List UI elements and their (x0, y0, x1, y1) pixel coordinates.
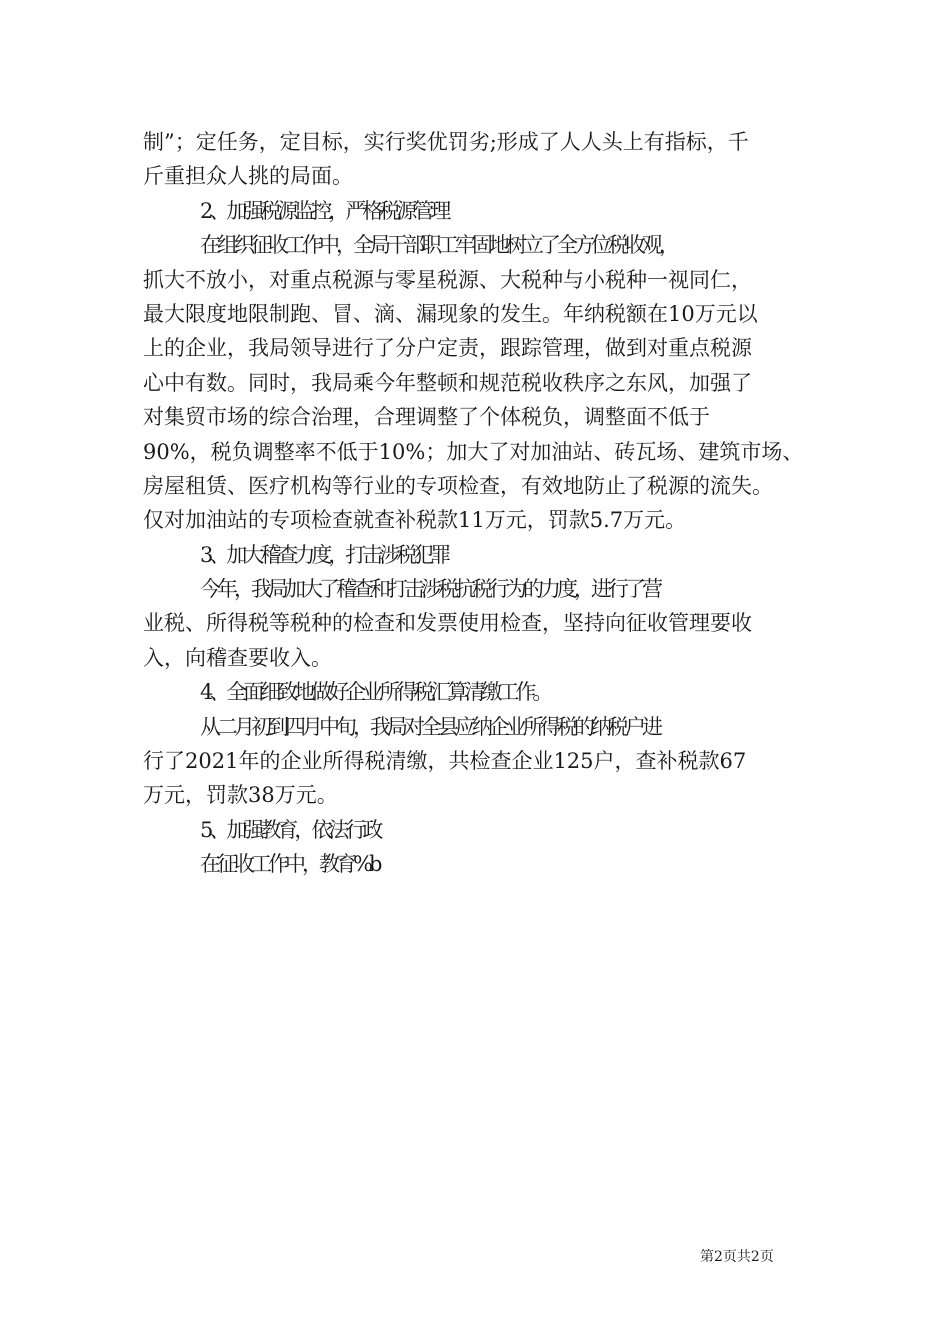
body-line-20: 万元，罚款38万元。 (143, 783, 338, 808)
body-line-16: 入，向稽查要收入。 (143, 645, 332, 670)
body-line-6: 最大限度地限制跑、冒、滴、漏现象的发生。年纳税额在10万元以 (143, 301, 758, 326)
body-line-18: 从二月初到四月中旬，我局对全县应纳企业所得税的纳税户进 (200, 714, 659, 739)
body-line-1: 制”；定任务，定目标，实行奖优罚劣;形成了人人头上有指标，千 (143, 130, 749, 154)
body-line-8: 心中有数。同时，我局乘今年整顿和规范税收秩序之东风，加强了 (143, 370, 752, 395)
document-body (143, 125, 829, 882)
page-number-footer: 第2页共2页 (700, 1249, 774, 1265)
body-line-11: 房屋租赁、医疗机构等行业的专项检查，有效地防止了税源的流失。 (143, 473, 773, 498)
body-line-9: 对集贸市场的综合治理，合理调整了个体税负，调整面不低于 (143, 405, 710, 430)
body-line-4: 在组织征收工作中，全局干部职工牢固地树立了全方位税收观， (200, 233, 676, 258)
body-line-19: 行了2021年的企业所得税清缴，共检查企业125户，查补税款67 (143, 749, 747, 774)
body-line-2: 斤重担众人挑的局面。 (143, 164, 353, 189)
section-heading-2: 2、加强税源监控，严格税源管理 (200, 198, 448, 223)
body-line-12: 仅对加油站的专项检查就查补税款11万元，罚款5.7万元。 (143, 508, 687, 533)
section-heading-5: 5、加强教育，依法行政 (200, 817, 380, 842)
body-line-10: 90%，税负调整率不低于10%；加大了对加油站、砖瓦场、建筑市场、 (143, 439, 804, 464)
body-line-15: 业税、所得税等税种的检查和发票使用检查，坚持向征收管理要收 (143, 611, 752, 636)
section-heading-3: 3、加大稽查力度，打击涉税犯罪 (200, 542, 448, 567)
body-line-14: 今年，我局加大了稽查和打击涉税抗税行为的力度，进行了营 (200, 577, 659, 602)
body-line-22: 在征收工作中，教育%b (200, 852, 379, 877)
body-line-5: 抓大不放小，对重点税源与零星税源、大税种与小税种一视同仁， (143, 267, 752, 292)
section-heading-4: 4、全面细致地做好企业所得税汇算清缴工作。 (200, 680, 550, 705)
body-line-7: 上的企业，我局领导进行了分户定责，跟踪管理，做到对重点税源 (143, 336, 752, 361)
